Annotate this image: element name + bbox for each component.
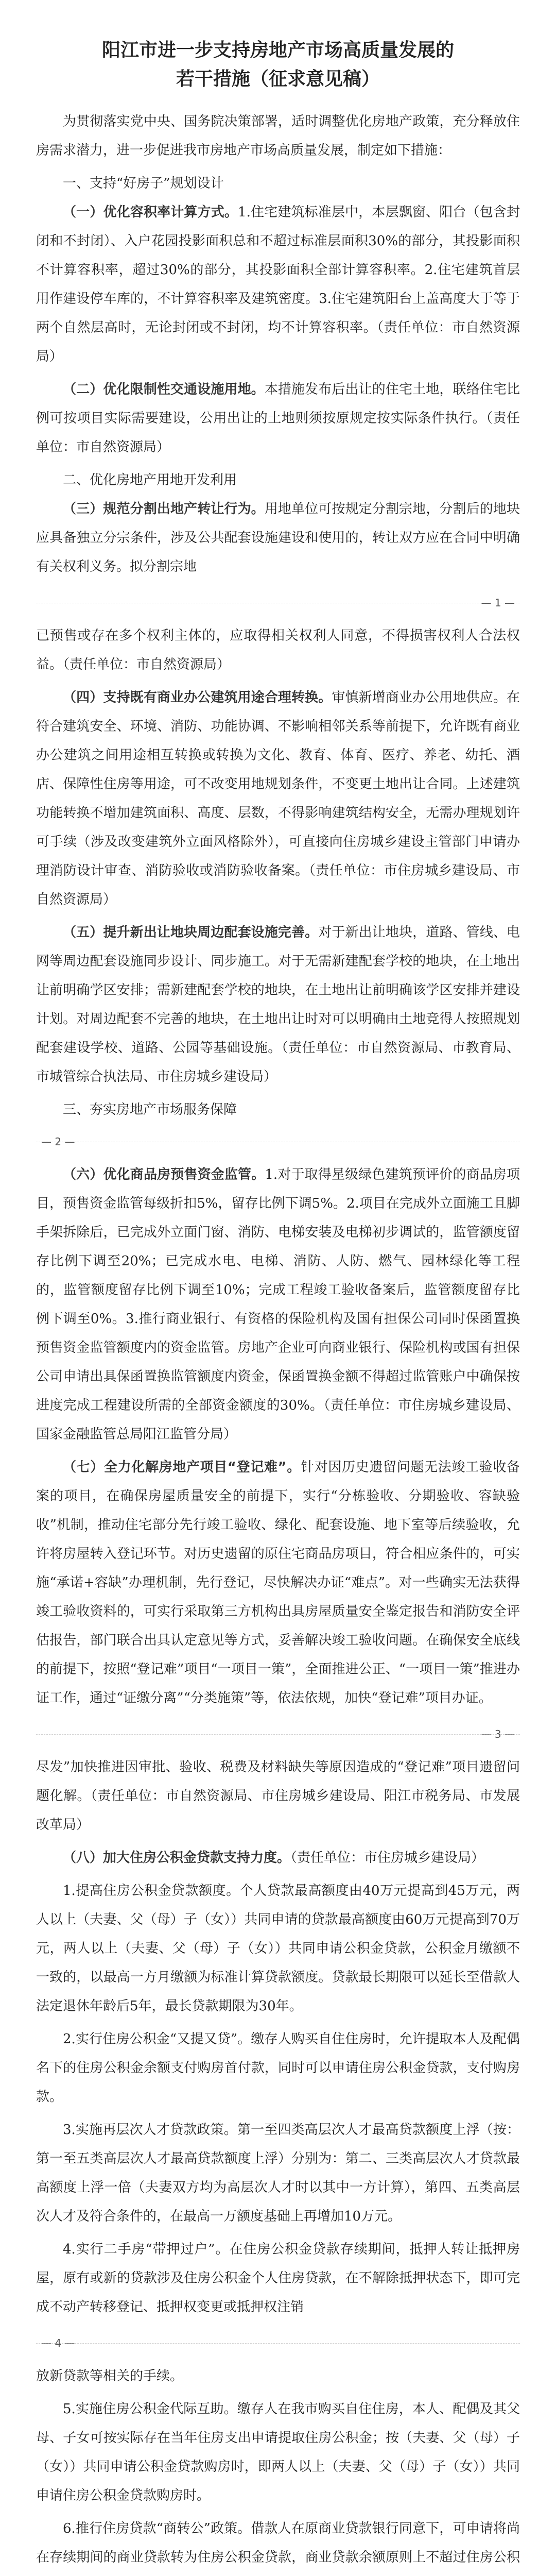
measure-6-text: 1.对于取得星级绿色建筑预评价的商品房项目，预售资金监管每级折扣5%，留存比例下调5%。2.项目在完成外立面施工且脚手架拆除后，已完成外立面门窗、消防、电梯安装及电梯初步调试的，监管额度留存比例下调至20%；已完成水电、电梯、消防、人防、燃气、园林绿化等工程的，监管额度留存比例下调至10%；完成工程竣工验收备案后，监管额度留存比例下调至0%。3.推行商业银行、有资格的保险机构及国有担保公司同时保函置换预售资金监管额度内的资金监管。房地产企业可向商业银行、保险机构或国有担保公司申请出具保函置换监管额度内资金，保函置换金额不得超过监管账户中确保按进度完成工程建设所需的全部资金额度的30%。（责任单位：市住房城乡建设局、国家金融监管总局阳江监管分局）	[36, 1167, 520, 1442]
measure-8-item-1: 1.提高住房公积金贷款额度。个人贷款最高额度由40万元提高到45万元，两人以上（夫妻、父（母）子（女））共同申请的贷款最高额度由60万元提高到70万元，两人以上（夫妻、父（母）子（女））共同申请公积金贷款，公积金月缴额不一致的，以最高一方月缴额为标准计算贷款额度。贷款最长期限可以延长至借款人法定退休年龄后5年，最长贷款期限为30年。	[36, 1883, 520, 2014]
page-number: — 1 —	[481, 597, 515, 609]
page-divider	[36, 1734, 520, 1735]
measure-8-item-3: 3.实施再层次人才贷款政策。第一至四类高层次人才最高贷款额度上浮（按：第一至五类高层次人才最高贷款额度上浮）分别为：第二、三类高层次人才贷款最高额度上浮一倍（夫妻双方均为高层次人才时以其中一方计算），第四、五类高层次人才及符合条件的，在最高一万额度基础上再增加10万元。	[36, 2122, 520, 2224]
measure-3	[0, 495, 556, 581]
measure-7-text-2: 对一些确实无法获得竣工验收资料的，可实行采取第三方机构出具房屋质量安全鉴定报告和消防安全评估报告，部门联合出具认定意见等方式，妥善解决竣工验收问题。在确保安全底线的前提下，按照“登记难”项目“一项目一策”，全面推进公正、“一项目一策”推进办证工作，通过“证缴分离”“分类施策”等，依法依规，加快“登记难”项目办证。	[36, 1575, 520, 1706]
measure-3-continued: 已预售或存在多个权利主体的，应取得相关权利人同意，不得损害权利人合法权益。（责任单位：市自然资源局）	[36, 628, 520, 672]
measure-6-label: （六）优化商品房预售资金监管。	[63, 1167, 265, 1182]
measure-4	[0, 683, 556, 914]
page-break-3	[0, 1717, 556, 1753]
page-break-1	[0, 585, 556, 621]
measure-8-item-4: 4.实行二手房“带押过户”。在住房公积金贷款存续期间，抵押人转让抵押房屋，原有或新的贷款涉及住房公积金个人住房贷款，在不解除抵押状态下，即可完成不动产转移登记、抵押权变更或抵押权注销	[36, 2242, 520, 2315]
intro-paragraph: 为贯彻落实党中央、国务院决策部署，适时调整优化房地产政策，充分释放住房需求潜力，进一步促进我市房地产市场高质量发展，制定如下措施：	[36, 114, 520, 158]
measure-8-label: （八）加大住房公积金贷款支持力度。	[63, 1850, 291, 1866]
measure-7-label: （七）全力化解房地产项目“登记难”。	[63, 1460, 301, 1475]
measure-8-item-6: 6.推行住房贷款“商转公”政策。借款人在原商业贷款银行同意下，可申请将尚在存续期间的商业贷款转为住房公积金贷款，商业贷款余额原则上不超过住房公积	[36, 2521, 520, 2565]
section-2-heading: 二、优化房地产用地开发利用	[63, 472, 237, 488]
page-break-4	[0, 2326, 556, 2362]
measure-8-item-5: 5.实施住房公积金代际互助。缴存人在我市购买自住住房，本人、配偶及其父母、子女可按实际存在当年住房支出申请提取住房公积金；按（夫妻、父（母）子（女））共同申请公积金贷款购房时，即两人以上（夫妻、父（母）子（女））共同申请住房公积金贷款购房时。	[36, 2401, 520, 2503]
page-break-2	[0, 1124, 556, 1160]
measure-7-continued: 尽发”加快推进因审批、验收、税费及材料缺失等原因造成的“登记难”项目遗留问题化解。（责任单位：市自然资源局、市住房城乡建设局、阳江市税务局、市发展改革局）	[36, 1759, 520, 1833]
measure-2	[0, 375, 556, 462]
measure-8	[0, 1843, 556, 1872]
measure-2-label: （二）优化限制性交通设施用地。	[63, 382, 265, 397]
measure-1-label: （一）优化容积率计算方式。	[63, 205, 238, 220]
measure-5	[0, 918, 556, 1091]
measure-4-text: 审慎新增商业办公用地供应。在符合建筑安全、环境、消防、功能协调、不影响相邻关系等前提下，允许既有商业办公建筑之间用途相互转换或转换为文化、教育、体育、医疗、养老、幼托、酒店、保障性住房等用途，可不改变用地规划条件，不变更土地出让合同。上述建筑功能转换不增加建筑面积、高度、层数，不得影响建筑结构安全，无需办理规划许可手续（涉及改变建筑外立面风格除外），可直接向住房城乡建设主管部门申请办理消防设计审查、消防验收或消防验收备案。（责任单位：市住房城乡建设局、市自然资源局）	[36, 690, 520, 907]
page-number: — 4 —	[41, 2337, 75, 2349]
measure-8-text: （责任单位：市住房城乡建设局）	[290, 1850, 485, 1866]
measure-1	[0, 198, 556, 371]
page-divider	[36, 2343, 520, 2344]
section-3-heading: 三、夯实房地产市场服务保障	[63, 1102, 237, 1117]
measure-4-label: （四）支持既有商业办公建筑用途合理转换。	[63, 690, 332, 705]
page-number: — 2 —	[41, 1136, 75, 1148]
measure-5-text: 对于新出让地块，道路、管线、电网等周边配套设施同步设计、同步施工。对于无需新建配套学校的地块，在土地出让前明确学区安排；需新建配套学校的地块，在土地出让前明确该学区安排并建设计划。对周边配套不完善的地块，在土地出让时对可以明确由土地竞得人按照规划配套建设学校、道路、公园等基础设施。（责任单位：市自然资源局、市教育局、市城管综合执法局、市住房城乡建设局）	[36, 925, 520, 1084]
measure-1-text: 1.住宅建筑标准层中，本层飘窗、阳台（包含封闭和不封闭）、入户花园投影面积总和不超过标准层面积30%的部分，其投影面积不计算容积率，超过30%的部分，其投影面积全部计算容积率。2.住宅建筑首层用作建设停车库的，不计算容积率及建筑密度。3.住宅建筑阳台上盖高度大于等于两个自然层高时，无论封闭或不封闭，均不计算容积率。（责任单位：市自然资源局）	[36, 205, 520, 364]
measure-7-text: 针对因历史遗留问题无法竣工验收备案的项目，在确保房屋质量安全的前提下，实行“分栋验收、分期验收、容缺验收”机制，推动住宅部分先行竣工验收、绿化、配套设施、地下室等后续验收，允许将房屋转入登记环节。对历史遗留的原住宅商品房项目，符合相应条件的，可实施“承诺+容缺”办理机制，先行登记，尽快解决办证“难点”。	[36, 1460, 520, 1590]
measure-5-label: （五）提升新出让地块周边配套设施完善。	[63, 925, 319, 940]
document-title	[0, 0, 556, 94]
measure-7	[0, 1453, 556, 1713]
measure-8-item-4-continued: 放新贷款等相关的手续。	[36, 2368, 184, 2384]
measure-6	[0, 1160, 556, 1449]
measure-8-item-2: 2.实行住房公积金“又提又贷”。缴存人购买自住住房时，允许提取本人及配偶名下的住房公积金余额支付购房首付款，同时可以申请住房公积金贷款，支付购房款。	[36, 2031, 520, 2105]
measure-3-text: 用地单位可按规定分割宗地，分割后的地块应具备独立分宗条件，涉及公共配套设施建设和使用的，转让双方应在合同中明确有关权利义务。拟分割宗地	[36, 501, 520, 574]
measure-2-text: 本措施发布后出让的住宅土地，联络住宅比例可按项目实际需要建设，公用出让的土地则须按原规定按实际条件执行。（责任单位：市自然资源局）	[36, 382, 520, 455]
page-number: — 3 —	[481, 1728, 515, 1740]
title-line-2: 若干措施（征求意见稿）	[176, 69, 380, 90]
title-line-1: 阳江市进一步支持房地产市场高质量发展的	[101, 40, 454, 61]
measure-3-label: （三）规范分割出地产转让行为。	[63, 501, 265, 517]
section-1-heading: 一、支持“好房子”规划设计	[63, 176, 224, 191]
